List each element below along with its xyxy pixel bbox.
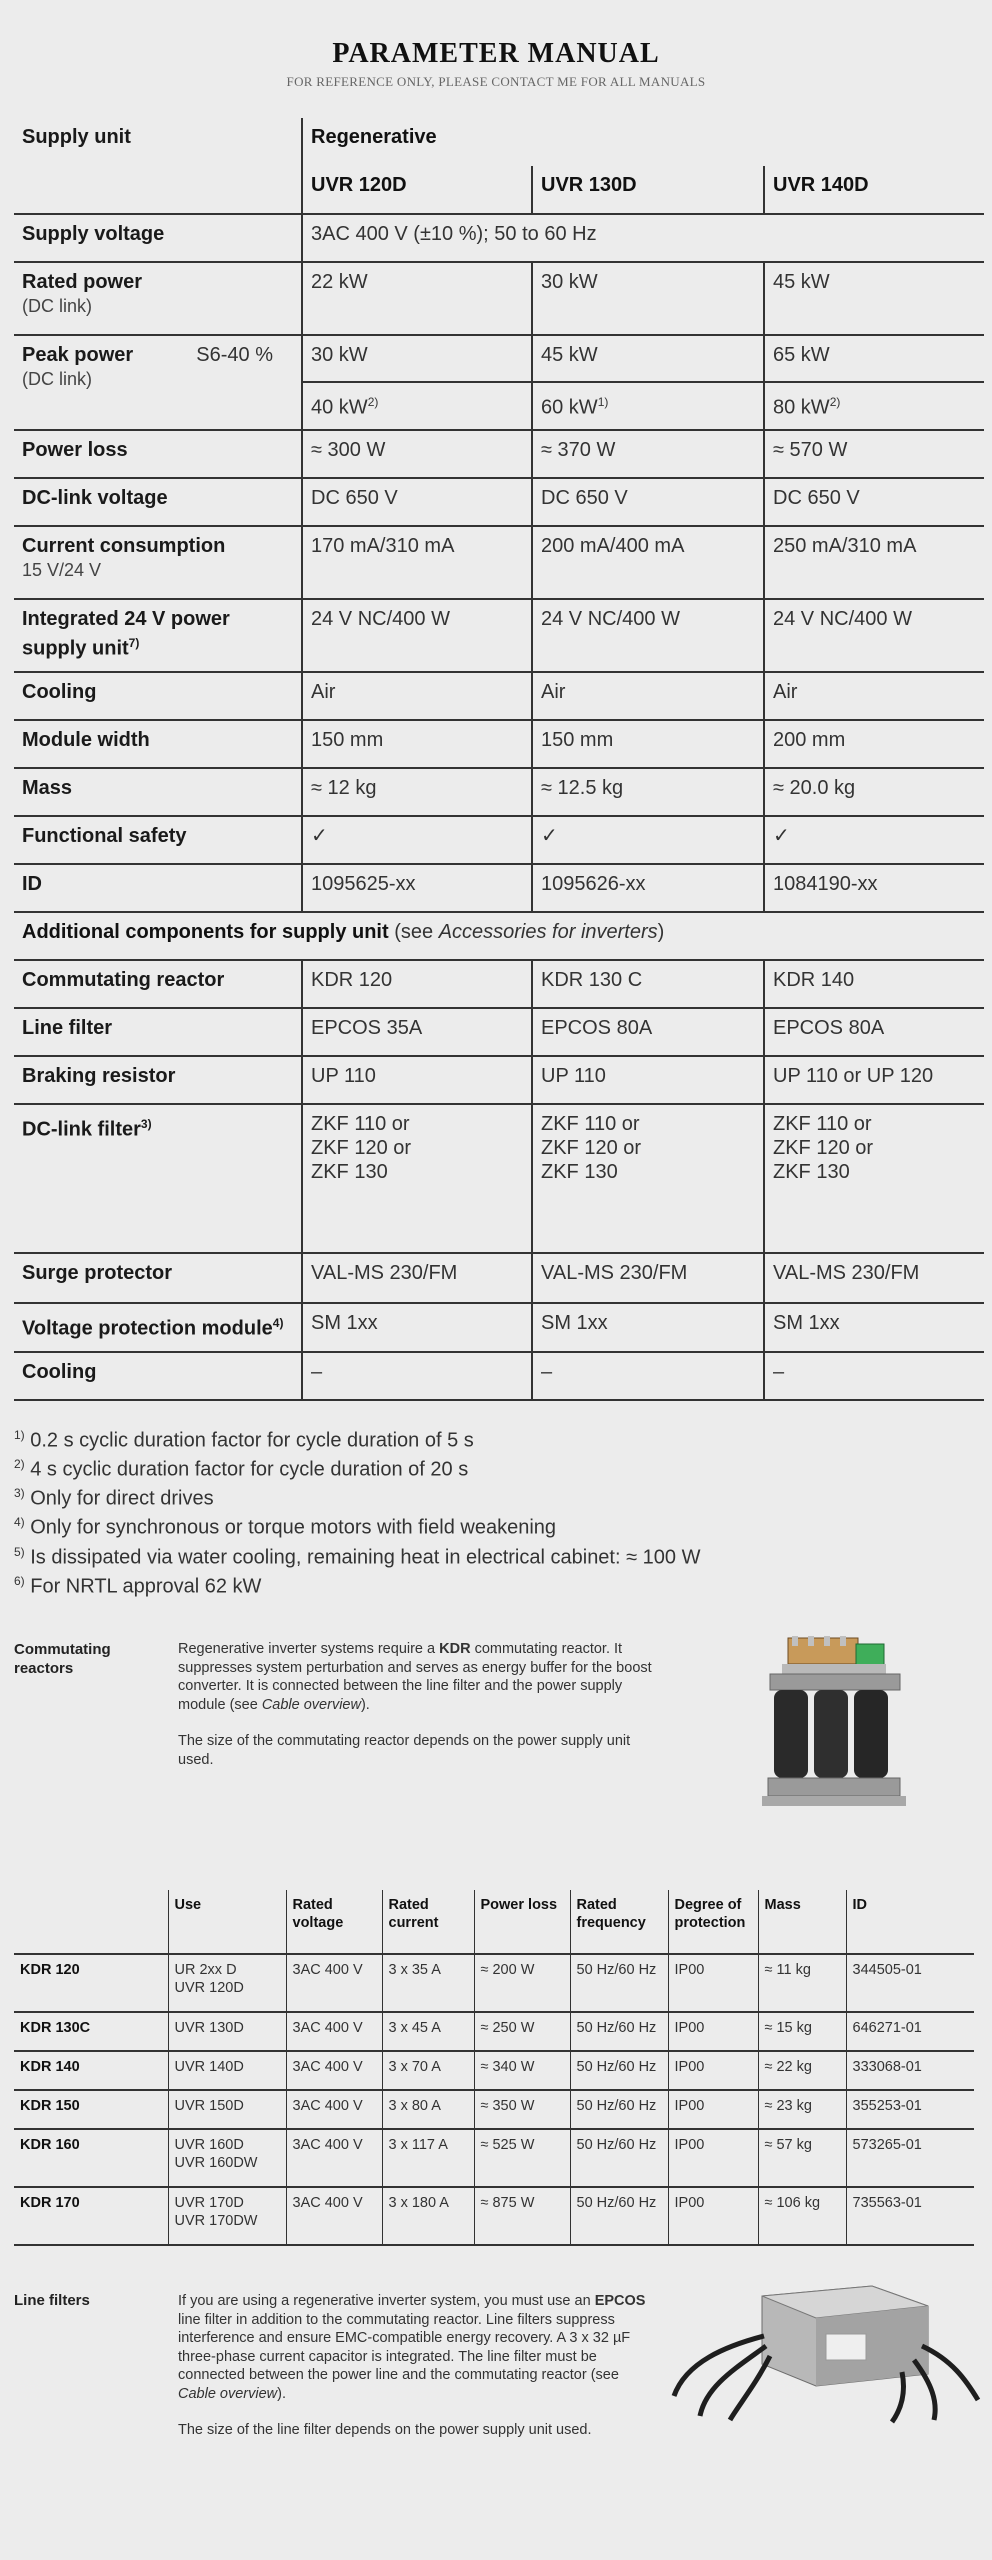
power-loss-value: ≈ 370 W [532,430,764,478]
dc-link-voltage-value: DC 650 V [302,478,532,526]
kdr-mass: ≈ 15 kg [758,2012,846,2051]
module-width-value: 150 mm [302,720,532,768]
kdr-voltage: 3AC 400 V [286,2187,382,2245]
cooling-value: Air [302,672,532,720]
power-loss-value: ≈ 300 W [302,430,532,478]
table-row [14,2090,974,2129]
integrated-psu-value: 24 V NC/400 W [764,599,984,672]
kdr-header: Rated frequency [570,1890,668,1954]
current-consumption-value: 200 mA/400 mA [532,526,764,599]
kdr-header: Rated voltage [286,1890,382,1954]
kdr-prot: IP00 [668,2129,758,2187]
braking-resistor-label: Braking resistor [14,1056,302,1104]
line-filter-value: EPCOS 80A [532,1008,764,1056]
peak-power-value: 30 kW [302,335,532,382]
line-filter-value: EPCOS 35A [302,1008,532,1056]
id-label: ID [14,864,302,912]
commutating-reactor-label: Commutating reactor [14,960,302,1008]
cooling-label: Cooling [14,672,302,720]
page-subtitle: FOR REFERENCE ONLY, PLEASE CONTACT ME FOR ALL MANUALS [286,74,706,89]
blank-cell [14,166,302,214]
spec-table [14,118,984,1401]
kdr-mass: ≈ 57 kg [758,2129,846,2187]
kdr-loss: ≈ 200 W [474,1954,570,2012]
braking-resistor-value: UP 110 or UP 120 [764,1056,984,1104]
dc-link-voltage-label: DC-link voltage [14,478,302,526]
kdr-current: 3 x 80 A [382,2090,474,2129]
kdr-header [14,1890,168,1954]
cooling2-value: – [764,1352,984,1400]
kdr-freq: 50 Hz/60 Hz [570,2012,668,2051]
mass-label: Mass [14,768,302,816]
kdr-mass: ≈ 106 kg [758,2187,846,2245]
table-row [14,2012,974,2051]
kdr-use: UVR 150D [168,2090,286,2129]
kdr-loss: ≈ 525 W [474,2129,570,2187]
line-filters-text: If you are using a regenerative inverter system, you must use an EPCOS line filter in addition to the commutating reactor. Line filters suppress interference and ensure EMC-compatible energy recovery. A 3 x 32 µF three-phase current capacitor is integrated. The line filter must be connected between the power line and the commutating reactor (see Cable overview). The size of the line filter depends on the power supply unit used. [178,2293,646,2438]
commutating-reactors-text: Regenerative inverter systems require a KDR commutating reactor. It suppresses system perturbation and serves as energy buffer for the boost converter. It is connected between the line filter and the power supply module (see Cable overview). The size of the commutating reactor depends on the power supply unit used. [178,1641,652,1768]
commutating-reactor-value: KDR 120 [302,960,532,1008]
cooling2-value: – [302,1352,532,1400]
table-row [14,2187,974,2245]
kdr-prot: IP00 [668,2051,758,2090]
surge-protector-value: VAL-MS 230/FM [532,1253,764,1303]
kdr-header: Degree of protection [668,1890,758,1954]
braking-resistor-value: UP 110 [532,1056,764,1104]
voltage-protection-label: Voltage protection module$^{4)}$ [14,1303,302,1352]
power-loss-value: ≈ 570 W [764,430,984,478]
functional-safety-label: Functional safety [14,816,302,864]
peak-power-value: 60 $kW^{1)}$ [532,382,764,430]
surge-protector-label: Surge protector [14,1253,302,1303]
surge-protector-value: VAL-MS 230/FM [764,1253,984,1303]
kdr-voltage: 3AC 400 V [286,2090,382,2129]
kdr-name: KDR 160 [14,2129,168,2187]
table-row [14,2051,974,2090]
mass-value: ≈ 20.0 kg [764,768,984,816]
kdr-current: 3 x 45 A [382,2012,474,2051]
peak-power-value: 65 kW [764,335,984,382]
surge-protector-value: VAL-MS 230/FM [302,1253,532,1303]
current-consumption-value: 250 mA/310 mA [764,526,984,599]
peak-power-label: Peak power S6-40 % (DC link) [14,335,302,430]
cooling2-value: – [532,1352,764,1400]
kdr-mass: ≈ 23 kg [758,2090,846,2129]
rated-power-value: 22 kW [302,262,532,335]
voltage-protection-value: SM 1xx [532,1303,764,1352]
kdr-voltage: 3AC 400 V [286,1954,382,2012]
regenerative-label: Regenerative [302,118,984,166]
module-width-value: 200 mm [764,720,984,768]
id-value: 1095625-xx [302,864,532,912]
dc-link-filter-value: ZKF 110 or ZKF 120 or ZKF 130 [764,1104,984,1253]
commutating-reactor-image [758,1636,908,1814]
kdr-use: UVR 160D UVR 160DW [168,2129,286,2187]
rated-power-value: 45 kW [764,262,984,335]
model-header: UVR 120D [302,166,532,214]
table-row [14,1954,974,2012]
kdr-current: 3 x 117 A [382,2129,474,2187]
footnote: $^{3)}$ Only for direct drives [14,1486,214,1510]
peak-power-value: 80 $kW^{2)}$ [764,382,984,430]
kdr-voltage: 3AC 400 V [286,2051,382,2090]
additional-components-heading: Additional components for supply unit (see Accessories for inverters) [14,912,984,960]
braking-resistor-value: UP 110 [302,1056,532,1104]
kdr-freq: 50 Hz/60 Hz [570,2187,668,2245]
kdr-id: 355253-01 [846,2090,974,2129]
dc-link-voltage-value: DC 650 V [764,478,984,526]
kdr-loss: ≈ 250 W [474,2012,570,2051]
kdr-header: ID [846,1890,974,1954]
kdr-name: KDR 170 [14,2187,168,2245]
commutating-reactor-value: KDR 130 C [532,960,764,1008]
kdr-header: Rated current [382,1890,474,1954]
kdr-current: 3 x 180 A [382,2187,474,2245]
kdr-id: 646271-01 [846,2012,974,2051]
kdr-header: Mass [758,1890,846,1954]
module-width-value: 150 mm [532,720,764,768]
dc-link-voltage-value: DC 650 V [532,478,764,526]
module-width-label: Module width [14,720,302,768]
line-filter-label: Line filter [14,1008,302,1056]
kdr-table [14,1890,974,2246]
kdr-mass: ≈ 22 kg [758,2051,846,2090]
table-row [14,2129,974,2187]
checkmark-icon: ✓ [764,816,984,864]
line-filter-image [666,2276,984,2424]
peak-power-value: 40 $kW^{2)}$ [302,382,532,430]
mass-value: ≈ 12 kg [302,768,532,816]
kdr-use: UVR 140D [168,2051,286,2090]
supply-voltage-value: 3AC 400 V (±10 %); 50 to 60 Hz [302,214,984,262]
kdr-freq: 50 Hz/60 Hz [570,2051,668,2090]
supply-voltage-label: Supply voltage [14,214,302,262]
kdr-current: 3 x 35 A [382,1954,474,2012]
current-consumption-value: 170 mA/310 mA [302,526,532,599]
integrated-psu-value: 24 V NC/400 W [532,599,764,672]
kdr-use: UVR 130D [168,2012,286,2051]
mass-value: ≈ 12.5 kg [532,768,764,816]
checkmark-icon: ✓ [532,816,764,864]
kdr-loss: ≈ 875 W [474,2187,570,2245]
kdr-freq: 50 Hz/60 Hz [570,2129,668,2187]
kdr-loss: ≈ 340 W [474,2051,570,2090]
kdr-use: UVR 170D UVR 170DW [168,2187,286,2245]
footnote: $^{4)}$ Only for synchronous or torque motors with field weakening [14,1515,557,1540]
kdr-header: Use [168,1890,286,1954]
integrated-psu-label: Integrated 24 V power supply unit$^{7)}$ [14,599,302,672]
current-consumption-label: Current consumption 15 V/24 V [14,526,302,599]
model-header: UVR 140D [764,166,984,214]
id-value: 1084190-xx [764,864,984,912]
kdr-freq: 50 Hz/60 Hz [570,2090,668,2129]
line-filters-label: Line filters [14,2292,90,2309]
voltage-protection-value: SM 1xx [302,1303,532,1352]
dc-link-filter-value: ZKF 110 or ZKF 120 or ZKF 130 [532,1104,764,1253]
checkmark-icon: ✓ [302,816,532,864]
kdr-id: 344505-01 [846,1954,974,2012]
commutating-reactors-label: Commutating reactors [14,1641,111,1677]
kdr-name: KDR 120 [14,1954,168,2012]
footnotes [14,1424,974,1599]
kdr-id: 573265-01 [846,2129,974,2187]
page-title: PARAMETER MANUAL [332,38,660,69]
kdr-freq: 50 Hz/60 Hz [570,1954,668,2012]
kdr-current: 3 x 70 A [382,2051,474,2090]
supply-unit-label: Supply unit [22,126,131,148]
kdr-id: 735563-01 [846,2187,974,2245]
kdr-prot: IP00 [668,2187,758,2245]
kdr-voltage: 3AC 400 V [286,2012,382,2051]
commutating-reactor-value: KDR 140 [764,960,984,1008]
integrated-psu-value: 24 V NC/400 W [302,599,532,672]
footnote: $^{2)}$ 4 s cyclic duration factor for cycle duration of 20 s [14,1457,469,1481]
footnote: $^{5)}$ Is dissipated via water cooling, remaining heat in electrical cabinet: ≈ 100 W [14,1544,701,1569]
dc-link-filter-label: DC-link filter$^{3)}$ [14,1104,302,1253]
cooling2-label: Cooling [14,1352,302,1400]
kdr-loss: ≈ 350 W [474,2090,570,2129]
kdr-prot: IP00 [668,1954,758,2012]
dc-link-filter-value: ZKF 110 or ZKF 120 or ZKF 130 [302,1104,532,1253]
power-loss-label: Power loss [14,430,302,478]
voltage-protection-value: SM 1xx [764,1303,984,1352]
footnote: $^{6)}$ For NRTL approval 62 kW [14,1573,262,1598]
footnote: $^{1)}$ 0.2 s cyclic duration factor for cycle duration of 5 s [14,1428,474,1452]
kdr-use: UR 2xx D UVR 120D [168,1954,286,2012]
kdr-id: 333068-01 [846,2051,974,2090]
kdr-prot: IP00 [668,2012,758,2051]
cooling-value: Air [532,672,764,720]
rated-power-value: 30 kW [532,262,764,335]
kdr-mass: ≈ 11 kg [758,1954,846,2012]
kdr-name: KDR 150 [14,2090,168,2129]
line-filter-value: EPCOS 80A [764,1008,984,1056]
kdr-prot: IP00 [668,2090,758,2129]
rated-power-label: Rated power (DC link) [14,262,302,335]
cooling-value: Air [764,672,984,720]
model-header: UVR 130D [532,166,764,214]
kdr-name: KDR 140 [14,2051,168,2090]
id-value: 1095626-xx [532,864,764,912]
kdr-name: KDR 130C [14,2012,168,2051]
kdr-header: Power loss [474,1890,570,1954]
peak-power-value: 45 kW [532,335,764,382]
kdr-voltage: 3AC 400 V [286,2129,382,2187]
